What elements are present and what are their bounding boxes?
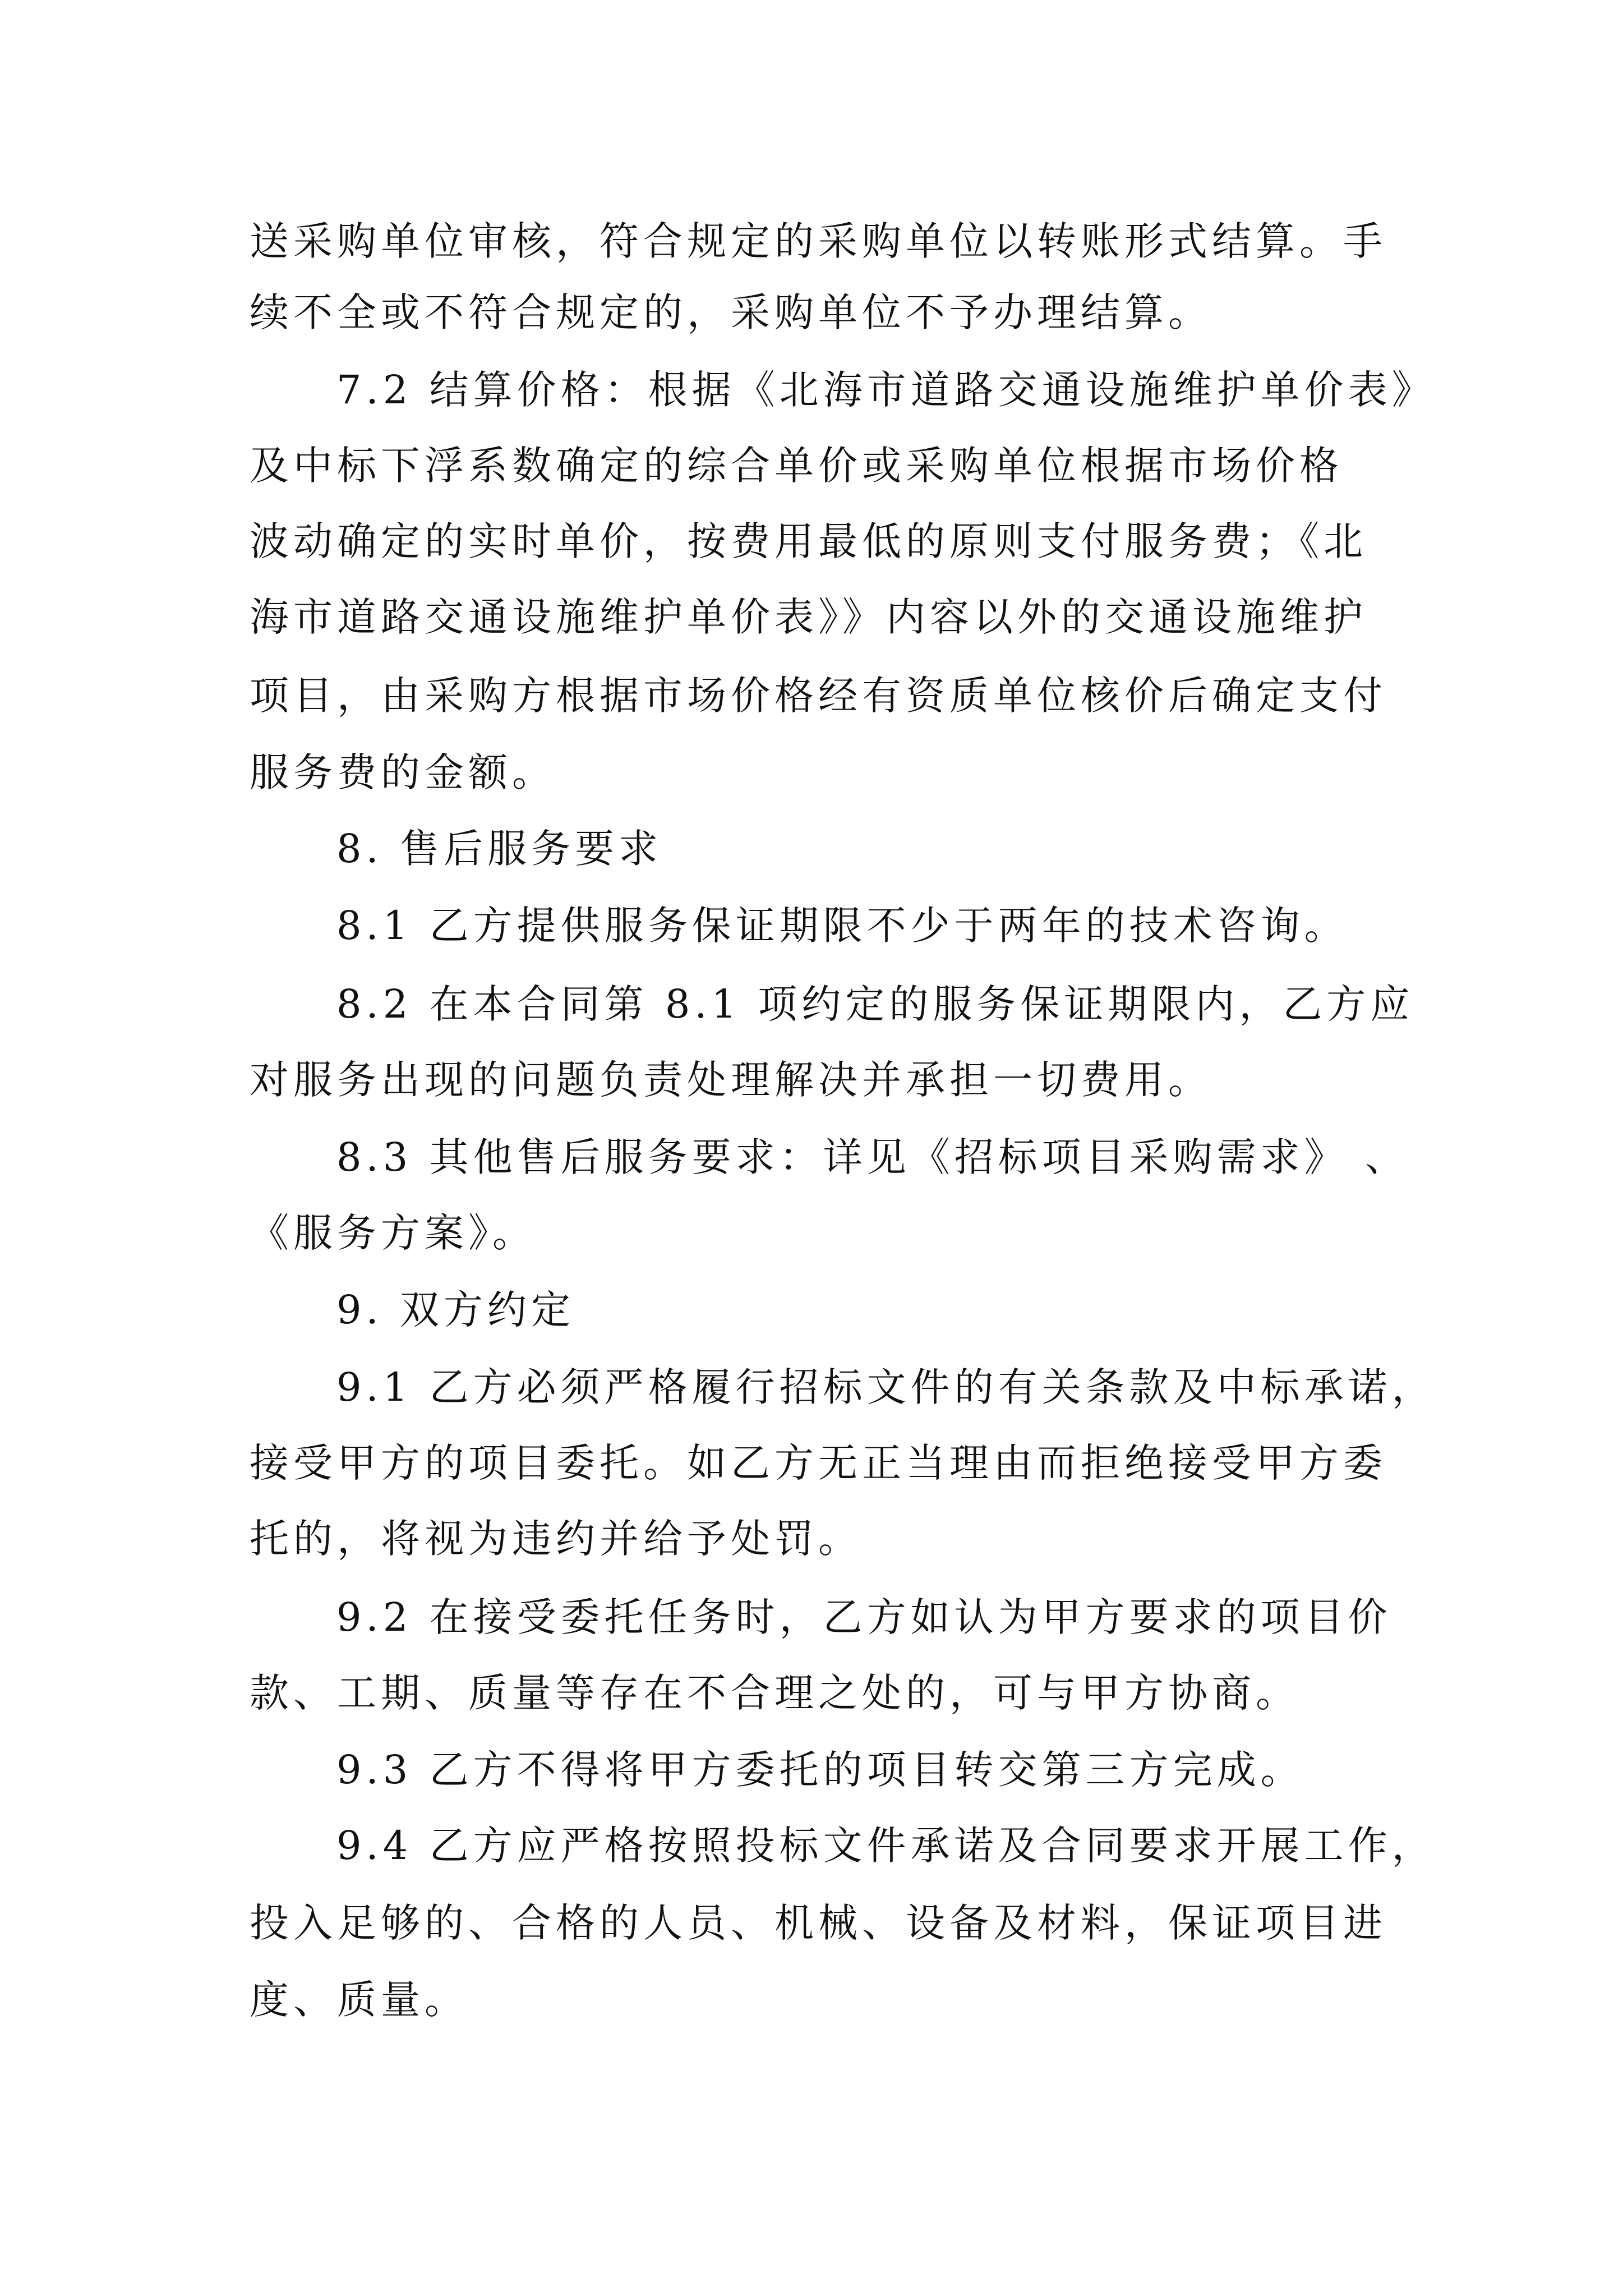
text-line: 8.3 其他售后服务要求：详见《招标项目采购需求》 、 (336, 1134, 1409, 1180)
text-line: 托的，将视为违约并给予处罚。 (250, 1516, 862, 1562)
text-line: 及中标下浮系数确定的综合单价或采购单位根据市场价格 (250, 443, 1343, 489)
text-line: 续不全或不符合规定的，采购单位不予办理结算。 (250, 289, 1212, 335)
text-line: 海市道路交通设施维护单价表》》内容以外的交通设施维护 (250, 594, 1367, 640)
text-line: 度、质量。 (250, 1977, 468, 2023)
text-line: 8.2 在本合同第 8.1 项约定的服务保证期限内，乙方应 (336, 981, 1414, 1027)
text-line: 投入足够的、合格的人员、机械、设备及材料，保证项目进 (250, 1900, 1387, 1946)
text-line: 项目，由采购方根据市场价格经有资质单位核价后确定支付 (250, 673, 1387, 719)
text-line: 款、工期、质量等存在不合理之处的，可与甲方协商。 (250, 1670, 1299, 1716)
text-line: 送采购单位审核，符合规定的采购单位以转账形式结算。手 (250, 218, 1387, 264)
text-line: 9.1 乙方必须严格履行招标文件的有关条款及中标承诺， (336, 1364, 1436, 1410)
section-heading: 9. 双方约定 (336, 1287, 575, 1333)
section-heading: 8. 售后服务要求 (336, 826, 663, 872)
text-line: 8.1 乙方提供服务保证期限不少于两年的技术咨询。 (336, 903, 1348, 949)
text-line: 《服务方案》。 (250, 1210, 536, 1256)
text-line: 9.3 乙方不得将甲方委托的项目转交第三方完成。 (336, 1747, 1304, 1793)
text-line: 7.2 结算价格：根据《北海市道路交通设施维护单价表》 (336, 367, 1436, 413)
text-line: 波动确定的实时单价，按费用最低的原则支付服务费；《北 (250, 518, 1367, 564)
text-line: 接受甲方的项目委托。如乙方无正当理由而拒绝接受甲方委 (250, 1440, 1387, 1486)
text-line: 9.4 乙方应严格按照投标文件承诺及合同要求开展工作， (336, 1823, 1436, 1869)
text-line: 9.2 在接受委托任务时，乙方如认为甲方要求的项目价 (336, 1594, 1392, 1640)
text-line: 对服务出现的问题负责处理解决并承担一切费用。 (250, 1057, 1212, 1103)
text-line: 服务费的金额。 (250, 749, 556, 795)
